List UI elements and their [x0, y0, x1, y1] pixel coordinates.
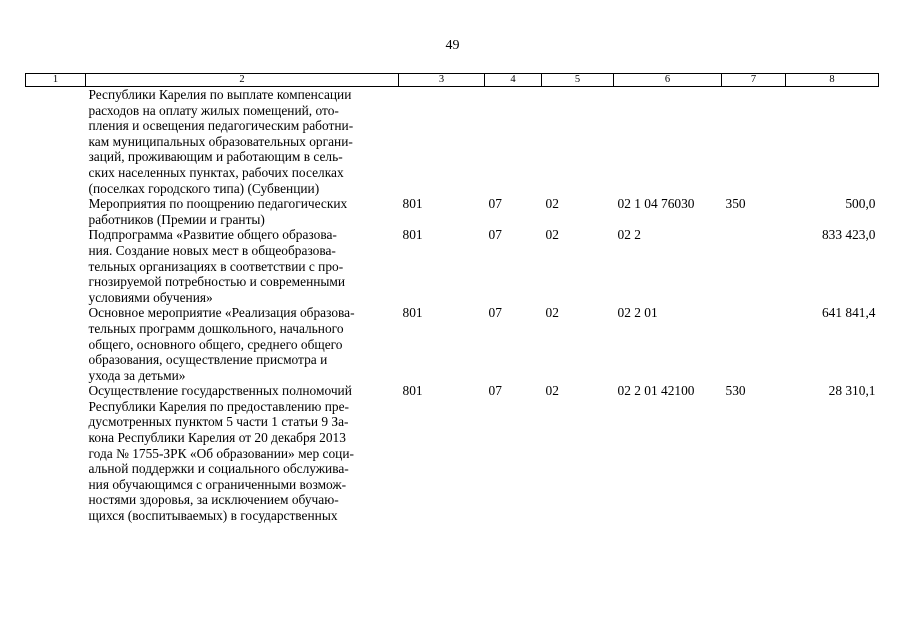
column-header: 5: [542, 74, 614, 87]
row-name: Подпрограмма «Развитие общего образова- ния. Создание новых мест в общеобразова- тельных организациях в соответствии с про- гнозируемой потребностью и современными условиями обучения»: [88, 227, 346, 305]
column-header: 4: [485, 74, 542, 87]
page-number: 49: [445, 38, 460, 53]
section-code: [485, 87, 542, 197]
row-name: Республики Карелия по выплате компенсации расходов на оплату жилых помещений, ото- пления и освещения педагогическим работни- кам муниципальных образовательных органи- заций, проживающим и работающим в сель- ских населенных пунктах, рабочих поселках (поселках городского типа) (Субвенции): [88, 87, 354, 196]
column-header: 7: [722, 74, 786, 87]
subsection-code: 02: [545, 383, 559, 399]
ved-code: 801: [402, 305, 423, 321]
section-code: 07: [488, 227, 502, 243]
target-article-code: 02 2 01 42100: [617, 383, 695, 399]
column-header: 3: [399, 74, 485, 87]
ved-code: [399, 87, 485, 197]
amount: 500,0: [845, 196, 876, 212]
expense-type-code: 530: [725, 383, 746, 399]
row-number: [26, 87, 86, 197]
column-header: 8: [786, 74, 879, 87]
budget-table: [25, 73, 879, 524]
section-code: 07: [488, 383, 502, 399]
row-number: [26, 196, 86, 227]
table-row: [26, 383, 879, 523]
amount: 833 423,0: [821, 227, 876, 243]
subsection-code: 02: [545, 196, 559, 212]
row-name: Основное мероприятие «Реализация образова- тельных программ дошкольного, начального общего, основного общего, среднего общего образования, осуществление присмотра и ухода за детьми»: [88, 305, 355, 383]
column-header: 2: [86, 74, 399, 87]
ved-code: 801: [402, 383, 423, 399]
table-row: [26, 196, 879, 227]
row-number: [26, 305, 86, 383]
expense-type-code: 350: [725, 196, 746, 212]
subsection-code: [542, 87, 614, 197]
ved-code: 801: [402, 227, 423, 243]
column-number-header: [26, 74, 879, 87]
section-code: 07: [488, 305, 502, 321]
column-header: 1: [26, 74, 86, 87]
expense-type-code: [722, 305, 786, 383]
table-row: [26, 227, 879, 305]
amount: 641 841,4: [821, 305, 876, 321]
ved-code: 801: [402, 196, 423, 212]
subsection-code: 02: [545, 227, 559, 243]
row-number: [26, 383, 86, 523]
row-number: [26, 227, 86, 305]
table-row: [26, 305, 879, 383]
row-name: Осуществление государственных полномочий Республики Карелия по предоставлению пре- дусмотренных пунктом 5 части 1 статьи 9 За- кона Республики Карелия от 20 декабря 2013 года № 1755-ЗРК «Об образовании» мер соци- альной поддержки и социального обслужива- ния обучающимся с ограниченными возмож- ностями здоровья, за исключением обучаю- щихся (воспитываемых) в государственных: [88, 383, 354, 524]
subsection-code: 02: [545, 305, 559, 321]
amount: [786, 87, 879, 197]
target-article-code: 02 2 01: [617, 305, 658, 321]
column-header: 6: [614, 74, 722, 87]
target-article-code: 02 1 04 76030: [617, 196, 695, 212]
section-code: 07: [488, 196, 502, 212]
expense-type-code: [722, 227, 786, 305]
amount: 28 310,1: [828, 383, 876, 399]
row-name: Мероприятия по поощрению педагогических работников (Премии и гранты): [88, 196, 348, 227]
target-article-code: [614, 87, 722, 197]
target-article-code: 02 2: [617, 227, 641, 243]
table-row: [26, 87, 879, 197]
expense-type-code: [722, 87, 786, 197]
